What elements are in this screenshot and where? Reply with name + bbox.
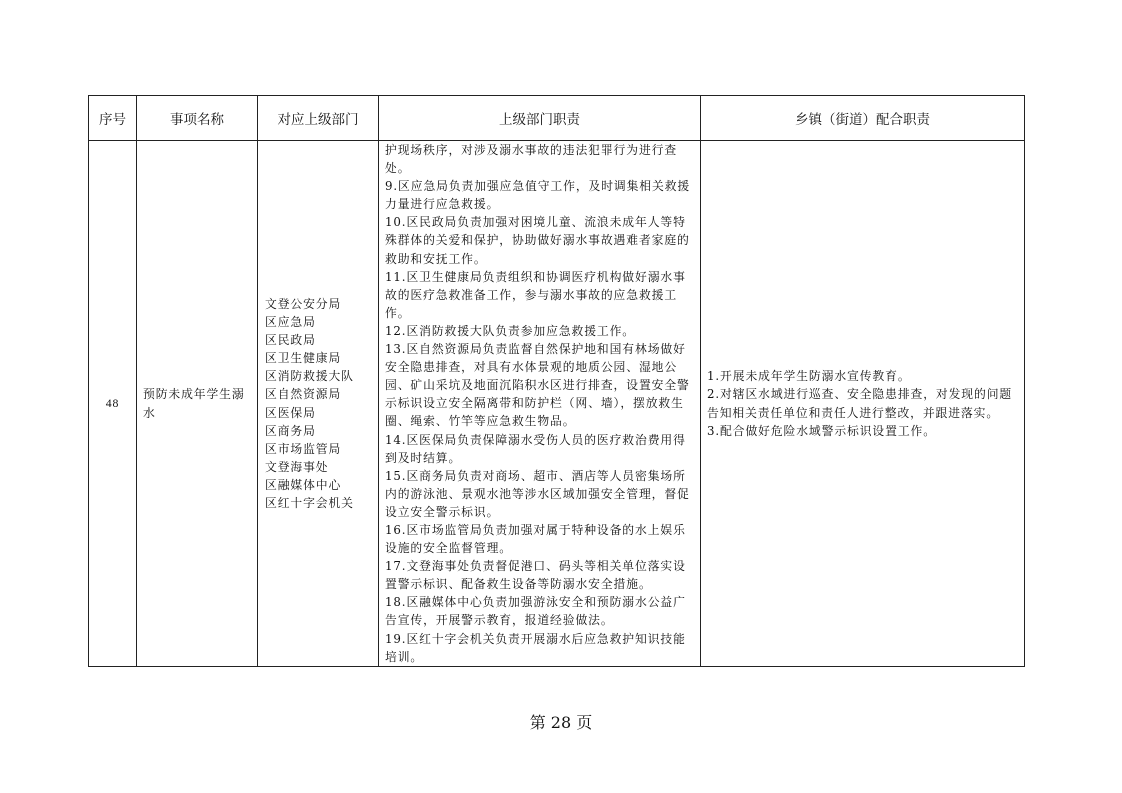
duties-cell bbox=[379, 141, 701, 667]
item-name: 预防未成年学生溺水 bbox=[137, 141, 258, 667]
duty-item: 护现场秩序，对涉及溺水事故的违法犯罪行为进行查处。 bbox=[385, 143, 678, 176]
header-item-name: 事项名称 bbox=[137, 96, 258, 141]
duty-item: 16.区市场监管局负责加强对属于特种设备的水上娱乐设施的安全监督管理。 bbox=[385, 522, 686, 556]
department-item: 区医保局 bbox=[265, 405, 316, 420]
department-item: 区融媒体中心 bbox=[265, 477, 342, 492]
row-number: 48 bbox=[89, 141, 137, 667]
table-header-row bbox=[89, 96, 1025, 141]
duty-item: 12.区消防救援大队负责参加应急救援工作。 bbox=[385, 323, 636, 338]
duty-item: 10.区民政局负责加强对困境儿童、流浪未成年人等特殊群体的关爱和保护，协助做好溺水事故遇难者家庭的救助和安抚工作。 bbox=[385, 215, 690, 266]
cooperation-item: 1.开展未成年学生防溺水宣传教育。 bbox=[707, 369, 911, 384]
duty-item: 17.文登海事处负责督促港口、码头等相关单位落实设置警示标识、配备救生设备等防溺水安全措施。 bbox=[385, 559, 686, 592]
duty-item: 14.区医保局负责保障溺水受伤人员的医疗救治费用得到及时结算。 bbox=[385, 432, 686, 465]
header-departments: 对应上级部门 bbox=[258, 96, 379, 141]
department-item: 区商务局 bbox=[265, 423, 316, 438]
duty-item: 19.区红十字会机关负责开展溺水后应急救护知识技能培训。 bbox=[385, 631, 686, 664]
duty-item: 15.区商务局负责对商场、超市、酒店等人员密集场所内的游泳池、景观水池等涉水区域加强安全管理，督促设立安全警示标识。 bbox=[385, 468, 690, 519]
department-item: 文登海事处 bbox=[265, 459, 329, 474]
cooperation-item: 3.配合做好危险水域警示标识设置工作。 bbox=[707, 423, 936, 438]
duty-item: 18.区融媒体中心负责加强游泳安全和预防溺水公益广告宣传，开展警示教育，报道经验做法。 bbox=[385, 595, 686, 628]
department-item: 区消防救援大队 bbox=[265, 369, 354, 384]
department-item: 文登公安分局 bbox=[265, 296, 342, 311]
department-item: 区民政局 bbox=[265, 333, 316, 348]
duties-table bbox=[88, 95, 1025, 667]
header-duties: 上级部门职责 bbox=[379, 96, 701, 141]
header-cooperation: 乡镇（街道）配合职责 bbox=[701, 96, 1025, 141]
cooperation-item: 2.对辖区水域进行巡查、安全隐患排查，对发现的问题告知相关责任单位和责任人进行整改，并跟进落实。 bbox=[707, 387, 1013, 420]
page-number: 第 28 页 bbox=[529, 713, 593, 732]
department-item: 区卫生健康局 bbox=[265, 351, 342, 366]
department-item: 区应急局 bbox=[265, 315, 316, 330]
table-row bbox=[89, 141, 1025, 667]
cooperation-cell bbox=[701, 141, 1025, 667]
duty-item: 9.区应急局负责加强应急值守工作，及时调集相关救援力量进行应急救援。 bbox=[385, 179, 691, 212]
department-item: 区自然资源局 bbox=[265, 387, 342, 402]
department-item: 区市场监管局 bbox=[265, 441, 342, 456]
duty-item: 11.区卫生健康局负责组织和协调医疗机构做好溺水事故的医疗急救准备工作，参与溺水事故的应急救援工作。 bbox=[385, 269, 686, 320]
departments-cell bbox=[258, 141, 379, 667]
department-item: 区红十字会机关 bbox=[265, 495, 354, 510]
header-number: 序号 bbox=[89, 96, 137, 141]
duty-item: 13.区自然资源局负责监督自然保护地和国有林场做好安全隐患排查，对具有水体景观的地质公园、湿地公园、矿山采坑及地面沉陷积水区进行排查，设置安全警示标识设立安全隔离带和防护栏（网、墙），摆放救生圈、绳索、竹竿等应急救生物品。 bbox=[385, 342, 690, 429]
